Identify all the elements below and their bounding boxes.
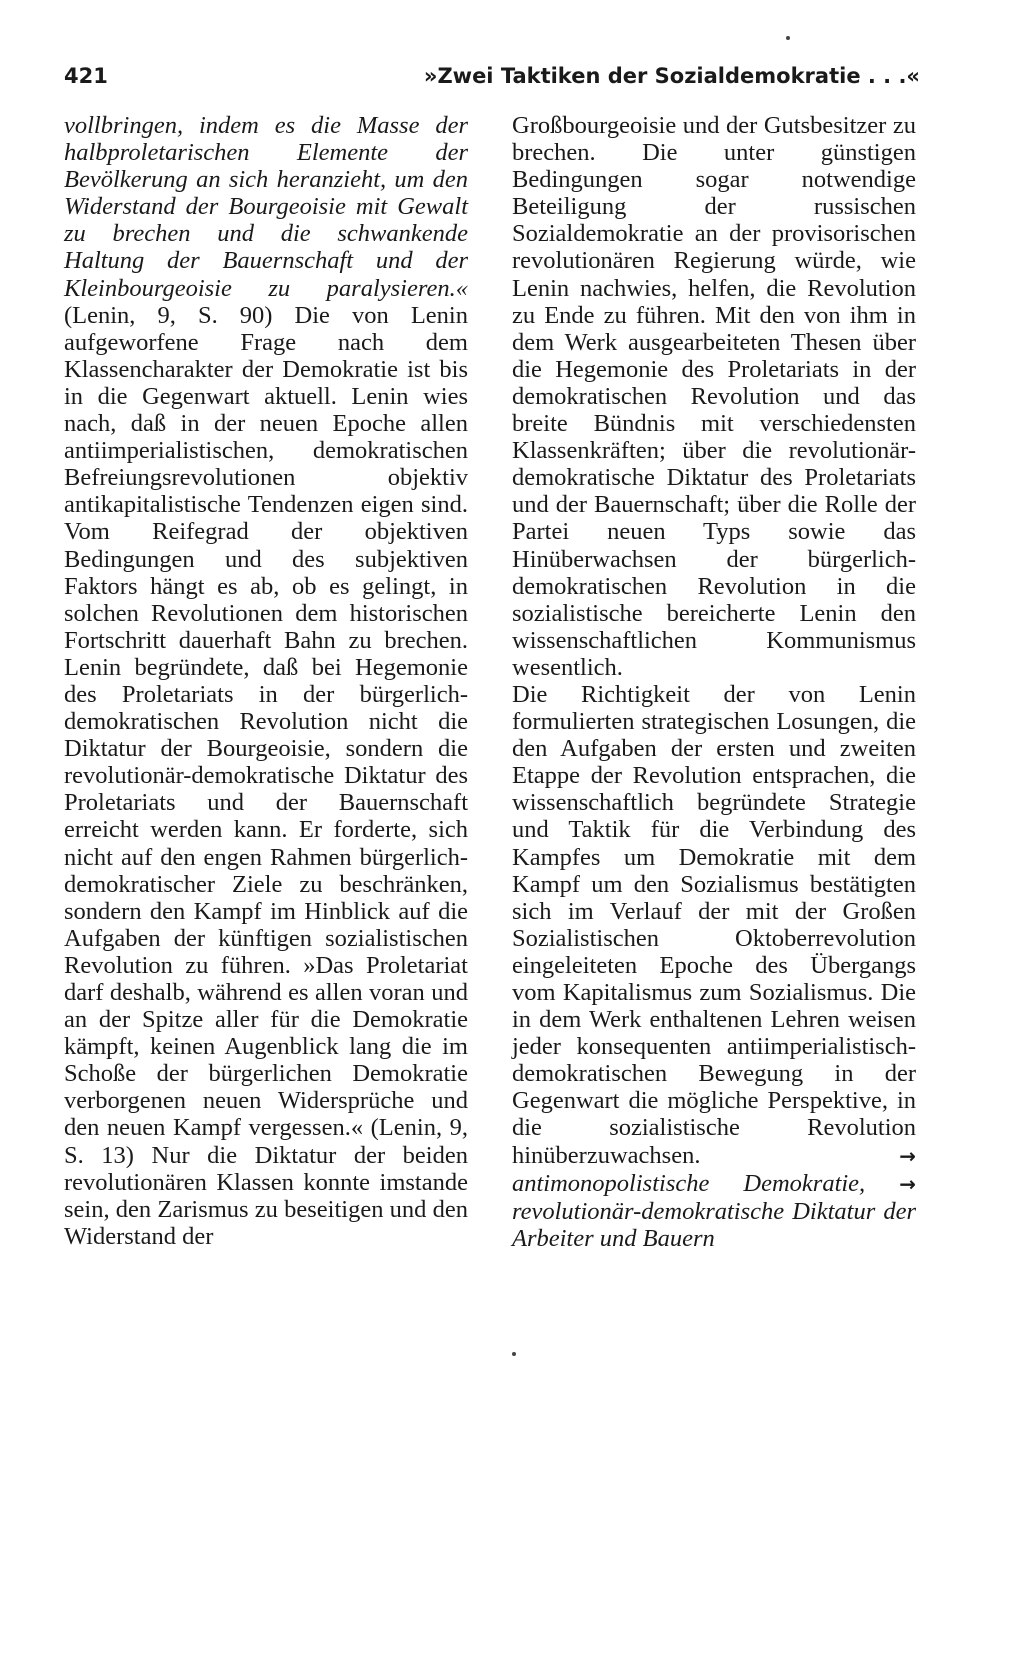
cross-reference-link[interactable]: revolutionär-demokratische Diktatur der Arbeiter und Bauern: [512, 1197, 916, 1252]
right-column: [512, 112, 916, 1252]
body-text: Die Richtigkeit der von Lenin formulierten strategischen Losungen, die den Aufgaben der ersten und zweiten Etappe der Revolution entsprachen, die wissenschaftlich begründete Strategie und Taktik für die Verbindung des Kampfes um Demokratie mit dem Kampf um den Sozialismus bestätigten sich im Verlauf der mit der Großen Sozialistischen Oktoberrevolution eingeleiteten Epoche des Übergangs vom Kapitalismus zum Sozialismus. Die in dem Werk enthaltenen Lehren weisen jeder konsequenten antiimperialistisch-demokratischen Bewegung in der Gegenwart die mögliche Perspektive, in die sozialistische Revolution hinüberzuwachsen.: [512, 680, 916, 1169]
cross-reference-arrow-icon: →: [899, 1171, 916, 1196]
left-column: [64, 112, 468, 1250]
print-speck: [786, 36, 790, 40]
print-speck: [512, 1352, 516, 1356]
page-header: [64, 56, 920, 96]
page-number: 421: [64, 64, 108, 88]
cross-reference-link[interactable]: antimonopolistische Demokratie,: [512, 1169, 866, 1197]
running-title: »Zwei Taktiken der Sozialdemokratie . . .«: [423, 64, 920, 88]
cross-reference-arrow-icon: →: [899, 1143, 916, 1168]
right-column-paragraph-2: [512, 681, 916, 1252]
quotation-italic: vollbringen, indem es die Masse der halbproletarischen Elemente der Bevölkerung an sich heranzieht, um den Widerstand der Bourgeoisie mit Gewalt zu brechen und die schwankende Haltung der Bauernschaft und der Kleinbourgeoisie zu paralysieren.«: [64, 112, 468, 302]
right-column-paragraph-1: Großbourgeoisie und der Gutsbesitzer zu brechen. Die unter günstigen Bedingungen sogar notwendige Beteiligung der russischen Sozialdemokratie an der provisorischen revolutionären Regierung würde, wie Lenin nachwies, helfen, die Revolution zu Ende zu führen. Mit den von ihm in dem Werk ausgearbeiteten Thesen über die Hegemonie des Proletariats in der demokratischen Revolution und das breite Bündnis mit verschiedensten Klassenkräften; über die revolutionär-demokratische Diktatur des Proletariats und der Bauernschaft; über die Rolle der Partei neuen Typs sowie das Hinüberwachsen der bürgerlich-demokratischen Revolution in die sozialistische bereicherte Lenin den wissenschaftlichen Kommunismus wesentlich.: [512, 112, 916, 681]
left-column-paragraph: [64, 112, 468, 1250]
body-text: (Lenin, 9, S. 90) Die von Lenin aufgeworfene Frage nach dem Klassencharakter der Demokratie ist bis in die Gegenwart aktuell. Lenin wies nach, daß in der neuen Epoche allen antiimperialistischen, demokratischen Befreiungsrevolutionen objektiv antikapitalistische Tendenzen eigen sind. Vom Reifegrad der objektiven Bedingungen und des subjektiven Faktors hängt es ab, ob es gelingt, in solchen Revolutionen dem historischen Fortschritt dauerhaft Bahn zu brechen. Lenin begründete, daß bei Hegemonie des Proletariats in der bürgerlich-demokratischen Revolution nicht die Diktatur der Bourgeoisie, sondern die revolutionär-demokratische Diktatur des Proletariats und der Bauernschaft erreicht werden kann. Er forderte, sich nicht auf den engen Rahmen bürgerlich-demokratischer Ziele zu beschränken, sondern den Kampf im Hinblick auf die Aufgaben der künftigen sozialistischen Revolution zu führen. »Das Proletariat darf deshalb, während es allen voran und an der Spitze aller für die Demokratie kämpft, keinen Augenblick lang die im Schoße der bürgerlichen Demokratie verborgenen neuen Widersprüche und den neuen Kampf vergessen.« (Lenin, 9, S. 13) Nur die Diktatur der beiden revolutionären Klassen konnte imstande sein, den Zarismus zu beseitigen und den Widerstand der: [64, 301, 468, 1250]
